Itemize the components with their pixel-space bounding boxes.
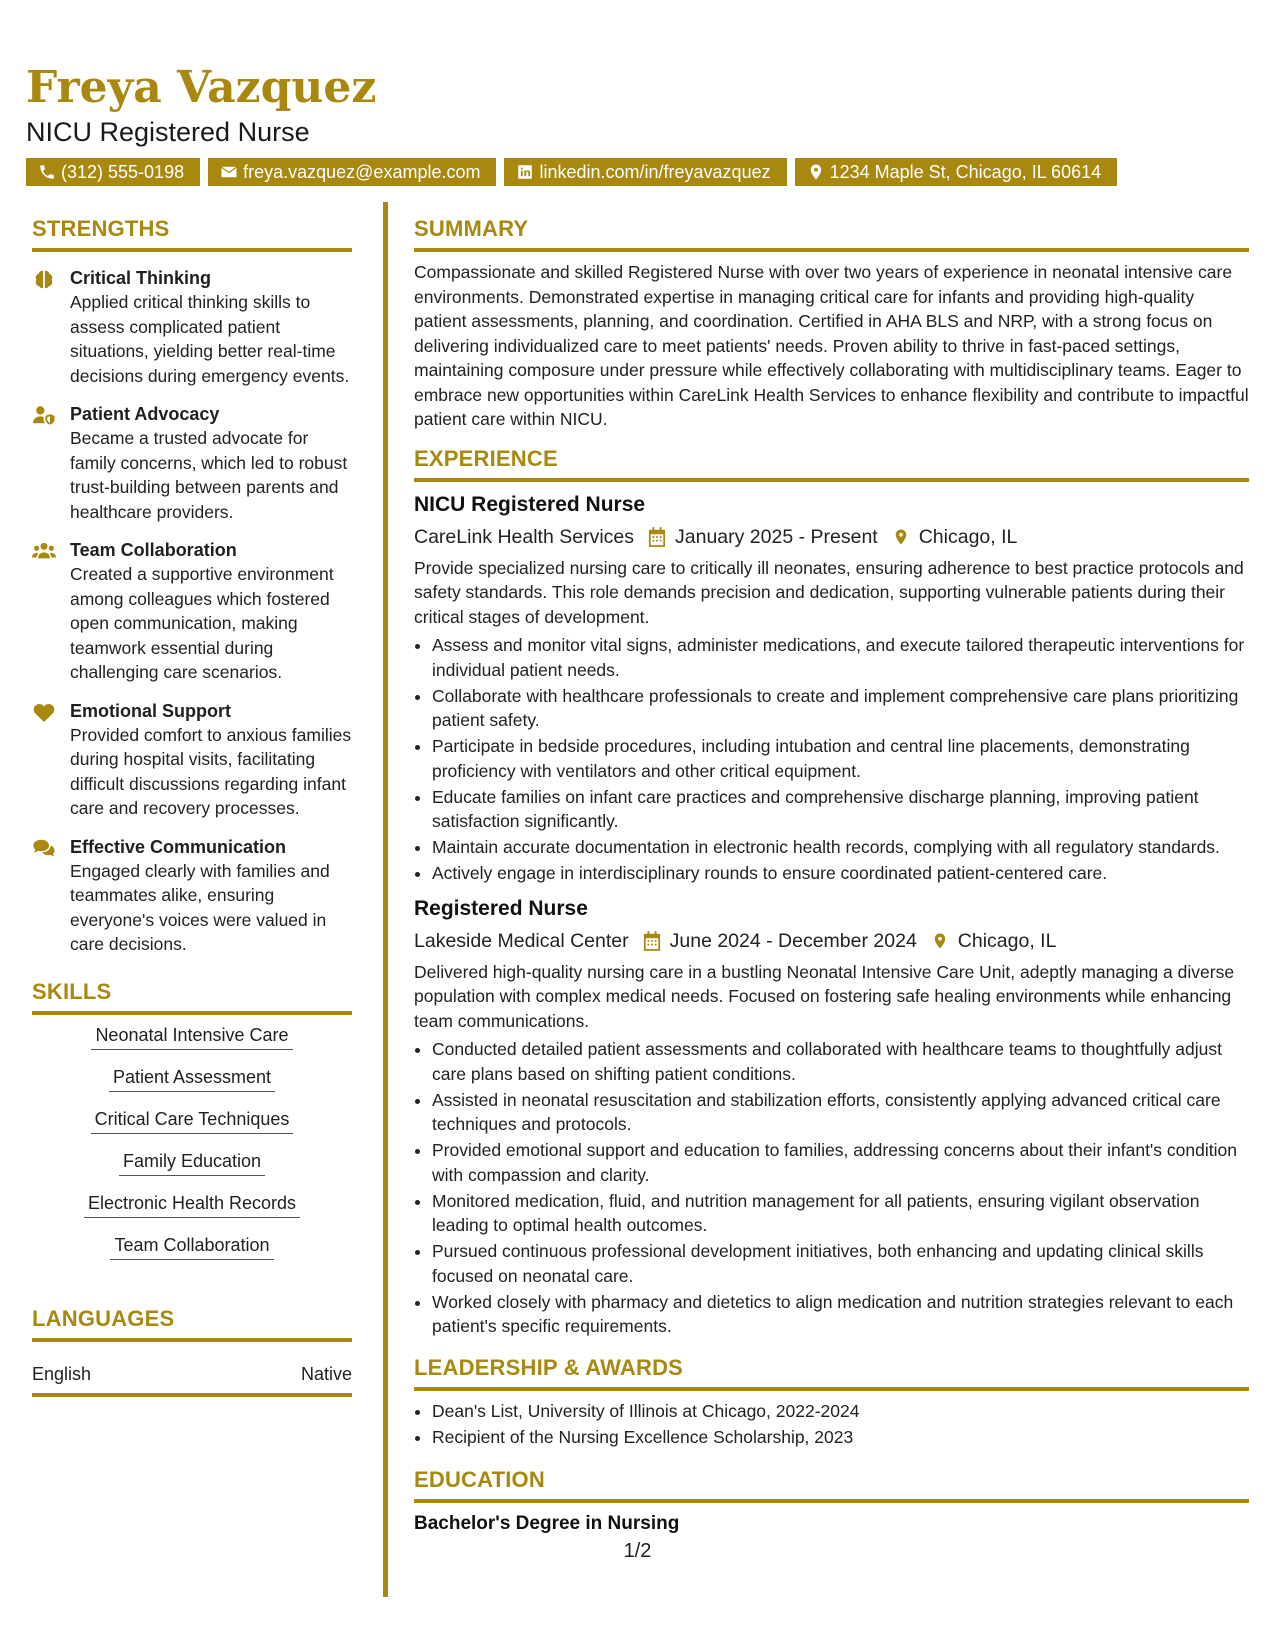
strength-description: Provided comfort to anxious families during hospital visits, facilitating difficult discussions regarding infant care and recovery processes. (70, 724, 352, 818)
job-company: CareLink Health Services (414, 525, 635, 548)
strength-item (32, 402, 352, 524)
heart-icon (32, 701, 56, 723)
map-marker-icon (931, 931, 949, 951)
brain-icon (32, 268, 56, 290)
list-item: • Collaborate with healthcare professionals to create and implement comprehensive care plans prioritizing patient safety. (432, 684, 1249, 733)
job-description: Provide specialized nursing care to critically ill neonates, ensuring adherence to best practice protocols and safety standards. This role demands precision and dedication, supporting vulnerable patients during their critical stages of development. (414, 557, 1244, 627)
list-item: • Participate in bedside procedures, including intubation and central line placements, demonstrating proficiency with ventilators and other critical equipment. (432, 734, 1249, 783)
skill-item (32, 1149, 352, 1176)
list-item: • Pursued continuous professional development initiatives, both enhancing and updating clinical skills focused on neonatal care. (432, 1239, 1249, 1288)
job-meta (414, 522, 1249, 552)
language-name: English (32, 1363, 92, 1384)
page-number: 1/2 (623, 1540, 652, 1562)
right-column (414, 216, 1249, 1535)
job-title: NICU Registered Nurse (414, 492, 646, 516)
list-item: • Dean's List, University of Illinois at Chicago, 2022-2024 (432, 1399, 1249, 1424)
language-level: Native (300, 1363, 352, 1384)
left-column (32, 216, 352, 1397)
skill-label: Neonatal Intensive Care (91, 1023, 292, 1050)
list-item: • Assess and monitor vital signs, administer medications, and execute tailored therapeutic interventions for individual patient needs. (432, 633, 1249, 682)
strengths-heading: STRENGTHS (32, 216, 352, 252)
skill-label: Team Collaboration (110, 1233, 273, 1260)
job-meta (414, 926, 1249, 956)
skill-item (32, 1023, 352, 1050)
map-marker-icon (892, 527, 910, 547)
linkedin-text: linkedin.com/in/freyavazquez (539, 162, 771, 182)
email-text: freya.vazquez@example.com (243, 162, 481, 182)
job-location: Chicago, IL (957, 929, 1057, 952)
job-dates: January 2025 - Present (675, 525, 878, 548)
strength-title: Effective Communication (70, 836, 287, 857)
resume-header (26, 60, 1246, 186)
strength-title: Team Collaboration (70, 540, 237, 560)
skills-heading: SKILLS (32, 979, 352, 1015)
skill-item (32, 1191, 352, 1218)
job-company: Lakeside Medical Center (414, 929, 629, 952)
phone-icon (38, 163, 56, 181)
calendar-icon (648, 527, 666, 547)
strength-description: Became a trusted advocate for family concerns, which led to robust trust-building between parents and healthcare providers. (70, 428, 348, 522)
skill-label: Electronic Health Records (84, 1191, 300, 1218)
strength-description: Applied critical thinking skills to assess complicated patient situations, yielding better real-time decisions during emergency events. (70, 292, 350, 386)
skill-item (32, 1065, 352, 1092)
list-item: • Monitored medication, fluid, and nutrition management for all patients, ensuring vigilant observation leading to optimal health outcomes. (432, 1189, 1249, 1238)
job-entry (414, 894, 1249, 1339)
contact-bar (26, 158, 1246, 186)
list-item: • Actively engage in interdisciplinary rounds to ensure coordinated patient-centered care. (432, 861, 1249, 886)
column-divider (383, 202, 388, 1597)
education-degree: Bachelor's Degree in Nursing (414, 1513, 680, 1534)
linkedin-contact[interactable] (504, 158, 786, 186)
strength-item (32, 699, 352, 821)
skill-item (32, 1233, 352, 1260)
envelope-icon (220, 163, 238, 181)
phone-text: (312) 555-0198 (61, 162, 185, 182)
list-item: • Provided emotional support and education to families, addressing concerns about their infant's condition with compassion and clarity. (432, 1138, 1249, 1187)
strength-item (32, 266, 352, 388)
skill-item (32, 1107, 352, 1134)
languages-heading: LANGUAGES (32, 1306, 352, 1342)
address-text: 1234 Maple St, Chicago, IL 60614 (829, 162, 1102, 182)
strength-item (32, 835, 352, 957)
skills-list (32, 1023, 352, 1260)
list-item: • Worked closely with pharmacy and dietetics to align medication and nutrition strategies relevant to each patient's specific requirements. (432, 1290, 1249, 1339)
list-item: • Educate families on infant care practices and comprehensive discharge planning, improving patient satisfaction significantly. (432, 785, 1249, 834)
users-icon (32, 540, 56, 562)
job-entry (414, 490, 1249, 886)
experience-heading: EXPERIENCE (414, 446, 1249, 482)
job-location: Chicago, IL (918, 525, 1018, 548)
language-row (32, 1342, 352, 1397)
phone-contact[interactable] (26, 158, 200, 186)
job-bullets (414, 1037, 1249, 1339)
summary-heading: SUMMARY (414, 216, 1249, 252)
summary-text: Compassionate and skilled Registered Nurse with over two years of experience in neonatal intensive care environments. Demonstrated expertise in managing critical care for infants and providing high-quality patient assessments, planning, and coordination. Certified in AHA BLS and NRP, with a strong focus on delivering individualized care to meet patients' needs. Proven ability to thrive in fast-paced settings, maintaining composure under pressure while effectively collaborating with multidisciplinary teams. Eager to embrace new opportunities within CareLink Health Services to enhance flexibility and contribute to impactful patient care within NICU. (414, 262, 1249, 429)
education-heading: EDUCATION (414, 1467, 1249, 1503)
list-item: • Conducted detailed patient assessments and collaborated with healthcare teams to thoughtfully adjust care plans based on shifting patient conditions. (432, 1037, 1249, 1086)
skill-label: Critical Care Techniques (91, 1107, 294, 1134)
job-description: Delivered high-quality nursing care in a bustling Neonatal Intensive Care Unit, adeptly managing a diverse population with complex medical needs. Focused on fostering safe healing environments while enhancing team communications. (414, 961, 1235, 1031)
map-marker-icon (807, 163, 825, 181)
strength-item (32, 538, 352, 685)
job-bullets (414, 633, 1249, 886)
awards-list (414, 1399, 1249, 1450)
skill-label: Family Education (119, 1149, 265, 1176)
calendar-icon (643, 931, 661, 951)
job-title: Registered Nurse (414, 896, 588, 920)
email-contact[interactable] (208, 158, 496, 186)
candidate-name: Freya Vazquez (26, 62, 377, 113)
user-shield-icon (32, 404, 56, 426)
strength-description: Created a supportive environment among colleagues which fostered open communication, making teamwork essential during challenging care scenarios. (70, 564, 334, 682)
address-contact[interactable] (795, 158, 1118, 186)
strength-title: Critical Thinking (70, 268, 212, 288)
list-item: • Recipient of the Nursing Excellence Scholarship, 2023 (432, 1425, 1249, 1450)
linkedin-icon (516, 163, 534, 181)
skill-label: Patient Assessment (109, 1065, 275, 1092)
candidate-role: NICU Registered Nurse (26, 117, 310, 147)
awards-heading: LEADERSHIP & AWARDS (414, 1355, 1249, 1391)
strength-title: Emotional Support (70, 700, 231, 721)
list-item: • Maintain accurate documentation in electronic health records, complying with all regulatory standards. (432, 835, 1249, 860)
list-item: • Assisted in neonatal resuscitation and stabilization efforts, consistently applying advanced critical care techniques and protocols. (432, 1088, 1249, 1137)
strength-title: Patient Advocacy (70, 404, 220, 424)
strength-description: Engaged clearly with families and teammates alike, ensuring everyone's voices were valued in care decisions. (70, 860, 330, 954)
comments-icon (32, 837, 56, 859)
job-dates: June 2024 - December 2024 (669, 929, 917, 952)
